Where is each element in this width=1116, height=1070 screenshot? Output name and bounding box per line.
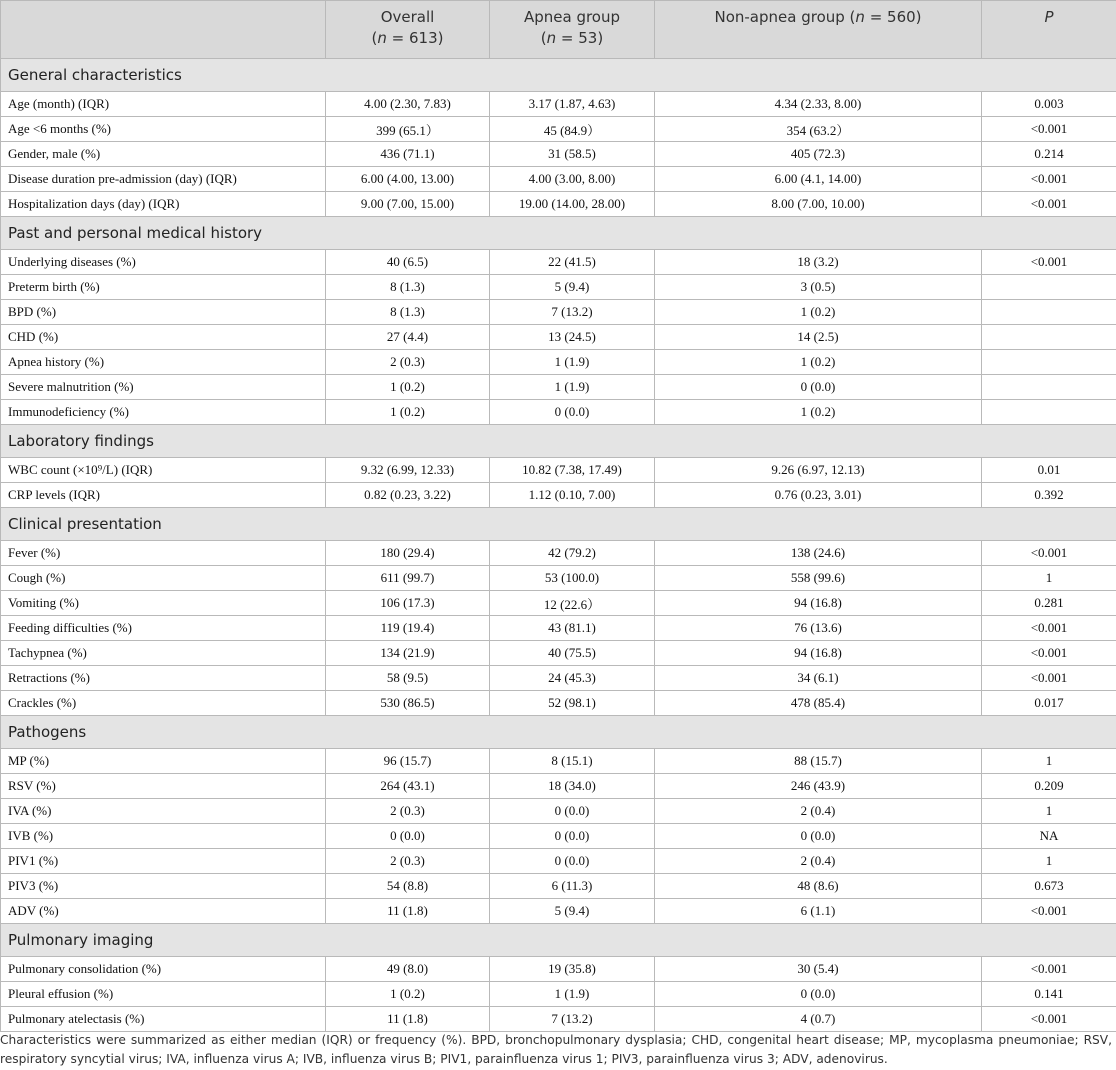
table-row [1,483,1116,508]
cell-p-value [982,300,1116,325]
header-overall-n: (n = 613) [371,29,444,47]
cell-non-apnea: 0.76 (0.23, 3.01) [655,483,982,508]
cell-overall: 264 (43.1) [326,774,490,799]
table-row [1,691,1116,716]
cell-apnea: 1 (1.9) [490,982,655,1007]
cell-p-value [982,375,1116,400]
cell-overall: 40 (6.5) [326,250,490,275]
table-row [1,92,1116,117]
header-blank-cell [1,1,326,59]
cell-overall: 9.32 (6.99, 12.33) [326,458,490,483]
row-label: Fever (%) [1,541,326,566]
header-row [1,1,1116,59]
cell-apnea: 19 (35.8) [490,957,655,982]
row-label: WBC count (×10⁹/L) (IQR) [1,458,326,483]
cell-non-apnea: 30 (5.4) [655,957,982,982]
cell-non-apnea: 88 (15.7) [655,749,982,774]
cell-apnea: 31 (58.5) [490,142,655,167]
cell-apnea: 19.00 (14.00, 28.00) [490,192,655,217]
section-title: Pulmonary imaging [1,924,1116,957]
cell-non-apnea: 2 (0.4) [655,849,982,874]
cell-overall: 54 (8.8) [326,874,490,899]
cell-apnea: 13 (24.5) [490,325,655,350]
cell-overall: 1 (0.2) [326,375,490,400]
cell-non-apnea: 9.26 (6.97, 12.13) [655,458,982,483]
table-row [1,591,1116,616]
cell-p-value: <0.001 [982,616,1116,641]
cell-p-value: 0.003 [982,92,1116,117]
row-label: Disease duration pre-admission (day) (IQR) [1,167,326,192]
cell-overall: 2 (0.3) [326,849,490,874]
header-overall [326,1,490,59]
cell-overall: 27 (4.4) [326,325,490,350]
cell-apnea: 1 (1.9) [490,350,655,375]
cell-non-apnea: 558 (99.6) [655,566,982,591]
table-row [1,749,1116,774]
cell-p-value: <0.001 [982,666,1116,691]
table-row [1,350,1116,375]
cell-overall: 106 (17.3) [326,591,490,616]
cell-p-value [982,350,1116,375]
row-label: Retractions (%) [1,666,326,691]
cell-non-apnea: 0 (0.0) [655,375,982,400]
cell-overall: 96 (15.7) [326,749,490,774]
table-row [1,874,1116,899]
row-label: MP (%) [1,749,326,774]
cell-p-value: <0.001 [982,541,1116,566]
cell-apnea: 43 (81.1) [490,616,655,641]
cell-p-value: 0.017 [982,691,1116,716]
section-title: General characteristics [1,59,1116,92]
header-apnea-n: (n = 53) [540,29,604,47]
row-label: Age <6 months (%) [1,117,326,142]
table-row [1,566,1116,591]
header-apnea-group [490,1,655,59]
row-label: Age (month) (IQR) [1,92,326,117]
cell-apnea: 12 (22.6） [490,591,655,616]
cell-p-value: <0.001 [982,899,1116,924]
cell-p-value: 0.281 [982,591,1116,616]
row-label: CHD (%) [1,325,326,350]
cell-p-value [982,400,1116,425]
cell-overall: 11 (1.8) [326,899,490,924]
table-row [1,325,1116,350]
cell-non-apnea: 14 (2.5) [655,325,982,350]
table-footnote: Characteristics were summarized as either median (IQR) or frequency (%). BPD, bronchopulmonary dysplasia; CHD, congenital heart disease; MP, mycoplasma pneumoniae; RSV, respiratory syncytial virus; IVA, influenza virus A; IVB, influenza virus B; PIV1, parainfluenza virus 1; PIV3, parainfluenza virus 3; ADV, adenovirus. [0,1033,1112,1066]
table-row [1,300,1116,325]
cell-non-apnea: 246 (43.9) [655,774,982,799]
cell-apnea: 18 (34.0) [490,774,655,799]
table-row [1,899,1116,924]
table-row [1,400,1116,425]
row-label: IVA (%) [1,799,326,824]
table-row [1,641,1116,666]
cell-non-apnea: 8.00 (7.00, 10.00) [655,192,982,217]
cell-p-value: 0.673 [982,874,1116,899]
row-label: Gender, male (%) [1,142,326,167]
row-label: Pulmonary atelectasis (%) [1,1007,326,1032]
cell-overall: 436 (71.1) [326,142,490,167]
row-label: PIV3 (%) [1,874,326,899]
cell-p-value: 1 [982,566,1116,591]
table-row [1,117,1116,142]
cell-apnea: 22 (41.5) [490,250,655,275]
section-title: Pathogens [1,716,1116,749]
section-row [1,217,1116,250]
cell-apnea: 7 (13.2) [490,300,655,325]
table-row [1,458,1116,483]
cell-p-value: 0.141 [982,982,1116,1007]
row-label: Pleural effusion (%) [1,982,326,1007]
table-row [1,774,1116,799]
table-row [1,799,1116,824]
cell-p-value: 1 [982,749,1116,774]
table-row [1,192,1116,217]
cell-non-apnea: 478 (85.4) [655,691,982,716]
cell-overall: 0.82 (0.23, 3.22) [326,483,490,508]
cell-p-value: 1 [982,799,1116,824]
cell-p-value: <0.001 [982,641,1116,666]
table-header [1,1,1116,59]
cell-p-value: <0.001 [982,167,1116,192]
row-label: IVB (%) [1,824,326,849]
cell-p-value: <0.001 [982,117,1116,142]
cell-apnea: 52 (98.1) [490,691,655,716]
section-title: Clinical presentation [1,508,1116,541]
table-row [1,849,1116,874]
cell-non-apnea: 48 (8.6) [655,874,982,899]
cell-non-apnea: 1 (0.2) [655,400,982,425]
table-row [1,824,1116,849]
cell-non-apnea: 3 (0.5) [655,275,982,300]
cell-non-apnea: 94 (16.8) [655,641,982,666]
section-row [1,716,1116,749]
cell-overall: 49 (8.0) [326,957,490,982]
cell-apnea: 45 (84.9） [490,117,655,142]
row-label: Crackles (%) [1,691,326,716]
cell-non-apnea: 1 (0.2) [655,350,982,375]
row-label: Hospitalization days (day) (IQR) [1,192,326,217]
table-row [1,616,1116,641]
cell-overall: 530 (86.5) [326,691,490,716]
table-row [1,275,1116,300]
row-label: Feeding difficulties (%) [1,616,326,641]
cell-apnea: 24 (45.3) [490,666,655,691]
cell-p-value: 1 [982,849,1116,874]
section-row [1,508,1116,541]
cell-non-apnea: 34 (6.1) [655,666,982,691]
cell-overall: 611 (99.7) [326,566,490,591]
cell-apnea: 0 (0.0) [490,824,655,849]
cell-non-apnea: 405 (72.3) [655,142,982,167]
row-label: ADV (%) [1,899,326,924]
cell-non-apnea: 4.34 (2.33, 8.00) [655,92,982,117]
cell-non-apnea: 94 (16.8) [655,591,982,616]
cell-overall: 6.00 (4.00, 13.00) [326,167,490,192]
section-row [1,59,1116,92]
row-label: CRP levels (IQR) [1,483,326,508]
cell-non-apnea: 6.00 (4.1, 14.00) [655,167,982,192]
section-title: Past and personal medical history [1,217,1116,250]
cell-apnea: 42 (79.2) [490,541,655,566]
cell-overall: 9.00 (7.00, 15.00) [326,192,490,217]
cell-apnea: 6 (11.3) [490,874,655,899]
cell-overall: 2 (0.3) [326,350,490,375]
cell-p-value: <0.001 [982,957,1116,982]
row-label: BPD (%) [1,300,326,325]
cell-overall: 4.00 (2.30, 7.83) [326,92,490,117]
cell-apnea: 8 (15.1) [490,749,655,774]
cell-non-apnea: 138 (24.6) [655,541,982,566]
section-title: Laboratory findings [1,425,1116,458]
cell-p-value [982,275,1116,300]
cell-apnea: 40 (75.5) [490,641,655,666]
cell-non-apnea: 1 (0.2) [655,300,982,325]
cell-overall: 11 (1.8) [326,1007,490,1032]
cell-p-value: 0.214 [982,142,1116,167]
cell-apnea: 1 (1.9) [490,375,655,400]
cell-overall: 1 (0.2) [326,400,490,425]
cell-overall: 119 (19.4) [326,616,490,641]
section-row [1,425,1116,458]
table-row [1,541,1116,566]
cell-p-value: <0.001 [982,1007,1116,1032]
cell-apnea: 5 (9.4) [490,275,655,300]
cell-p-value: NA [982,824,1116,849]
cell-apnea: 10.82 (7.38, 17.49) [490,458,655,483]
cell-apnea: 4.00 (3.00, 8.00) [490,167,655,192]
cell-non-apnea: 76 (13.6) [655,616,982,641]
cell-overall: 58 (9.5) [326,666,490,691]
cell-overall: 8 (1.3) [326,275,490,300]
cell-non-apnea: 0 (0.0) [655,982,982,1007]
cell-non-apnea: 2 (0.4) [655,799,982,824]
table-row [1,957,1116,982]
header-overall-title: Overall [380,8,435,26]
cell-apnea: 0 (0.0) [490,400,655,425]
cell-non-apnea: 0 (0.0) [655,824,982,849]
cell-non-apnea: 354 (63.2） [655,117,982,142]
cell-apnea: 0 (0.0) [490,849,655,874]
cell-p-value: <0.001 [982,192,1116,217]
cell-overall: 2 (0.3) [326,799,490,824]
cell-non-apnea: 4 (0.7) [655,1007,982,1032]
row-label: Underlying diseases (%) [1,250,326,275]
row-label: Tachypnea (%) [1,641,326,666]
table-body [1,59,1116,1032]
row-label: Immunodeficiency (%) [1,400,326,425]
cell-p-value: 0.209 [982,774,1116,799]
table-row [1,982,1116,1007]
row-label: Cough (%) [1,566,326,591]
table-row [1,167,1116,192]
cell-apnea: 3.17 (1.87, 4.63) [490,92,655,117]
cell-overall: 399 (65.1） [326,117,490,142]
cell-apnea: 53 (100.0) [490,566,655,591]
cell-apnea: 1.12 (0.10, 7.00) [490,483,655,508]
cell-overall: 1 (0.2) [326,982,490,1007]
cell-non-apnea: 6 (1.1) [655,899,982,924]
table-row [1,142,1116,167]
header-apnea-title: Apnea group [523,8,621,26]
row-label: Vomiting (%) [1,591,326,616]
cell-p-value: 0.01 [982,458,1116,483]
table-row [1,1007,1116,1032]
table-row [1,375,1116,400]
table-row [1,666,1116,691]
row-label: Pulmonary consolidation (%) [1,957,326,982]
cell-apnea: 0 (0.0) [490,799,655,824]
row-label: PIV1 (%) [1,849,326,874]
header-non-apnea-group: Non-apnea group (n = 560) [655,1,982,59]
cell-apnea: 5 (9.4) [490,899,655,924]
row-label: Severe malnutrition (%) [1,375,326,400]
row-label: Preterm birth (%) [1,275,326,300]
table-row [1,250,1116,275]
cell-p-value [982,325,1116,350]
cell-overall: 134 (21.9) [326,641,490,666]
cell-non-apnea: 18 (3.2) [655,250,982,275]
cell-overall: 8 (1.3) [326,300,490,325]
row-label: Apnea history (%) [1,350,326,375]
cell-p-value: <0.001 [982,250,1116,275]
cell-apnea: 7 (13.2) [490,1007,655,1032]
cell-overall: 0 (0.0) [326,824,490,849]
section-row [1,924,1116,957]
header-p-value: P [982,1,1116,59]
cell-p-value: 0.392 [982,483,1116,508]
cell-overall: 180 (29.4) [326,541,490,566]
row-label: RSV (%) [1,774,326,799]
